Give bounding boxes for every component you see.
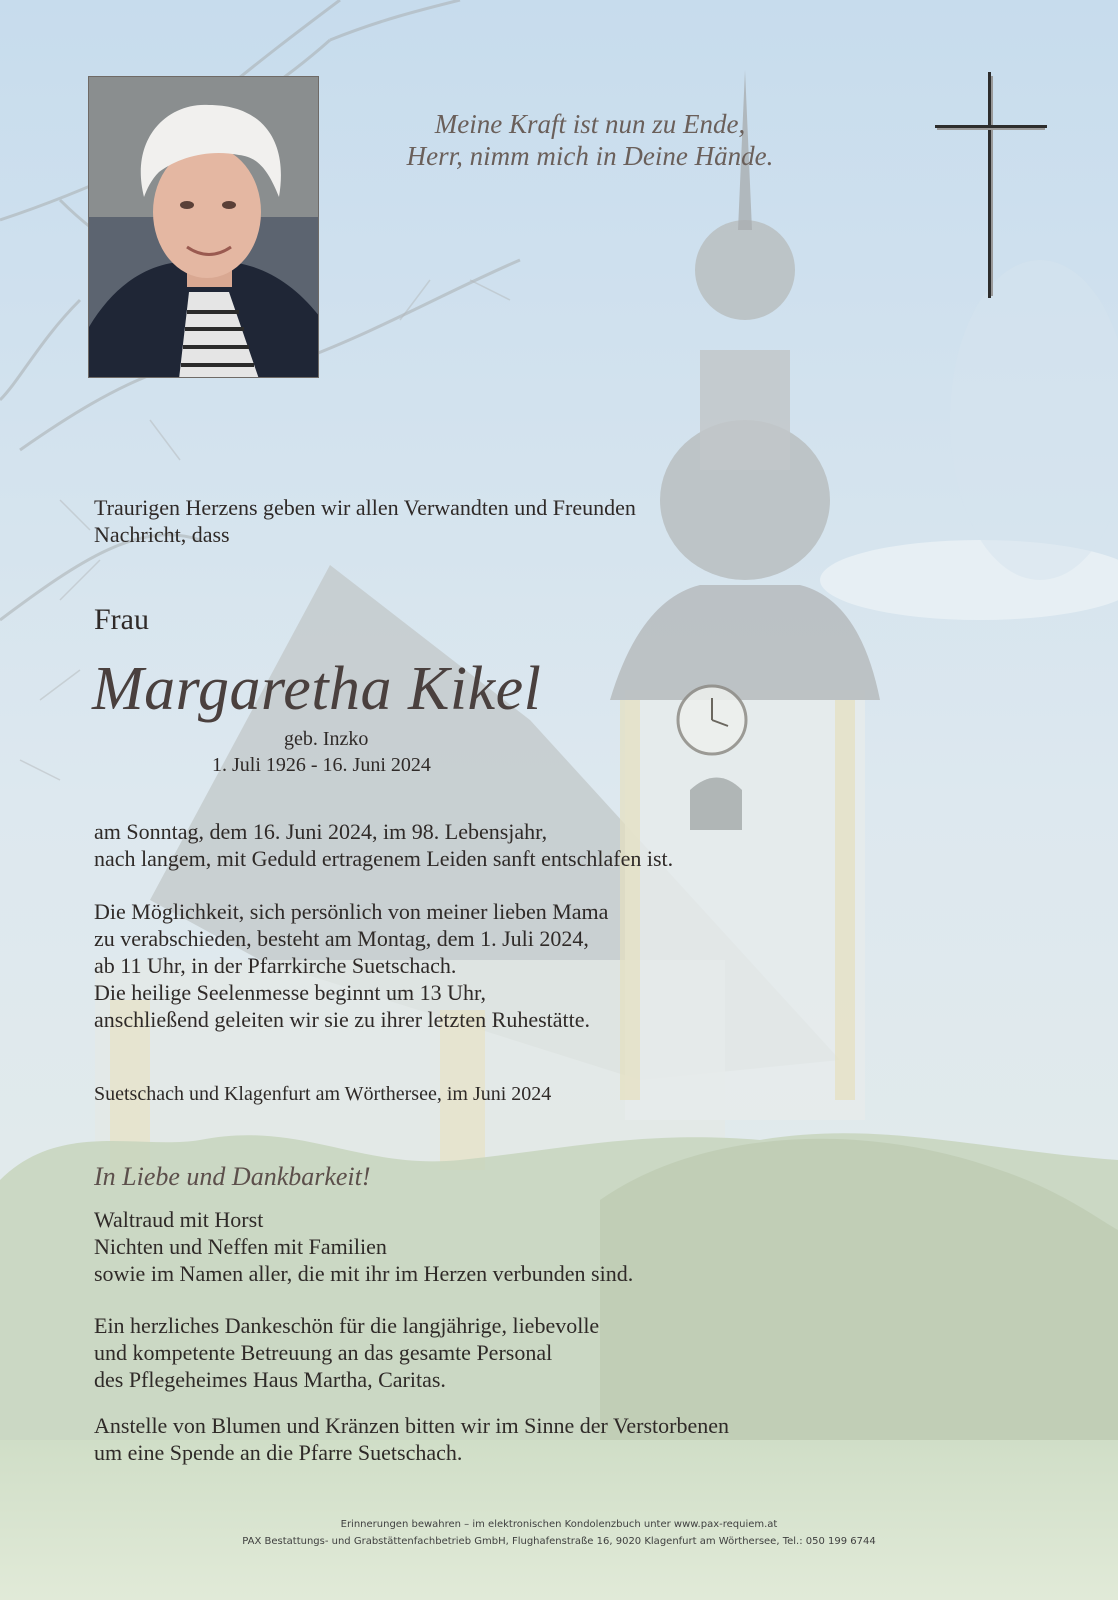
donation-note: Anstelle von Blumen und Kränzen bitten wir im Sinne der Verstorbenen um eine Spende an die Pfarre Suetschach. (94, 1413, 730, 1465)
motto-line-2: Herr, nimm mich in Deine Hände. (406, 141, 774, 171)
footer-line-2: PAX Bestattungs- und Grabstättenfachbetrieb GmbH, Flughafenstraße 16, 9020 Klagenfurt am Wörthersee, Tel.: 050 199 6744 (242, 1536, 876, 1547)
intro-line-2: Nachricht, dass (94, 522, 230, 547)
place-and-date: Suetschach und Klagenfurt am Wörthersee, im Juni 2024 (94, 1083, 552, 1105)
ceremony-details: Die Möglichkeit, sich persönlich von meiner lieben Mama zu verabschieden, besteht am Montag, dem 1. Juli 2024, ab 11 Uhr, in der Pfarrkirche Suetschach. Die heilige Seelenmesse beginnt um 13 Uhr, anschließend geleiten wir sie zu ihrer letzten Ruhestätte. (94, 899, 609, 1032)
footer-line-1: Erinnerungen bewahren – im elektronischen Kondolenzbuch unter www.pax-requiem.at (340, 1519, 778, 1530)
motto-quote (340, 108, 840, 172)
deceased-name: Margaretha Kikel (92, 655, 542, 723)
cross-icon (935, 72, 1047, 298)
closing-phrase: In Liebe und Dankbarkeit! (94, 1162, 371, 1191)
motto-line-1: Meine Kraft ist nun zu Ende, (434, 109, 746, 139)
intro-text (94, 494, 636, 548)
mourners-list: Waltraud mit Horst Nichten und Neffen mit Familien sowie im Namen aller, die mit ihr im Herzen verbunden sind. (94, 1207, 634, 1286)
portrait-photo (88, 76, 319, 378)
life-dates: 1. Juli 1926 - 16. Juni 2024 (212, 754, 431, 776)
thanks-note: Ein herzliches Dankeschön für die langjährige, liebevolle und kompetente Betreuung an das gesamte Personal des Pflegeheimes Haus Martha, Caritas. (94, 1313, 600, 1392)
intro-line-1: Traurigen Herzens geben wir allen Verwandten und Freunden (94, 495, 636, 520)
salutation: Frau (94, 603, 149, 636)
footer (0, 1516, 1118, 1550)
maiden-name: geb. Inzko (284, 728, 369, 750)
death-notice: am Sonntag, dem 16. Juni 2024, im 98. Lebensjahr, nach langem, mit Geduld ertragenem Leiden sanft entschlafen ist. (94, 819, 674, 871)
